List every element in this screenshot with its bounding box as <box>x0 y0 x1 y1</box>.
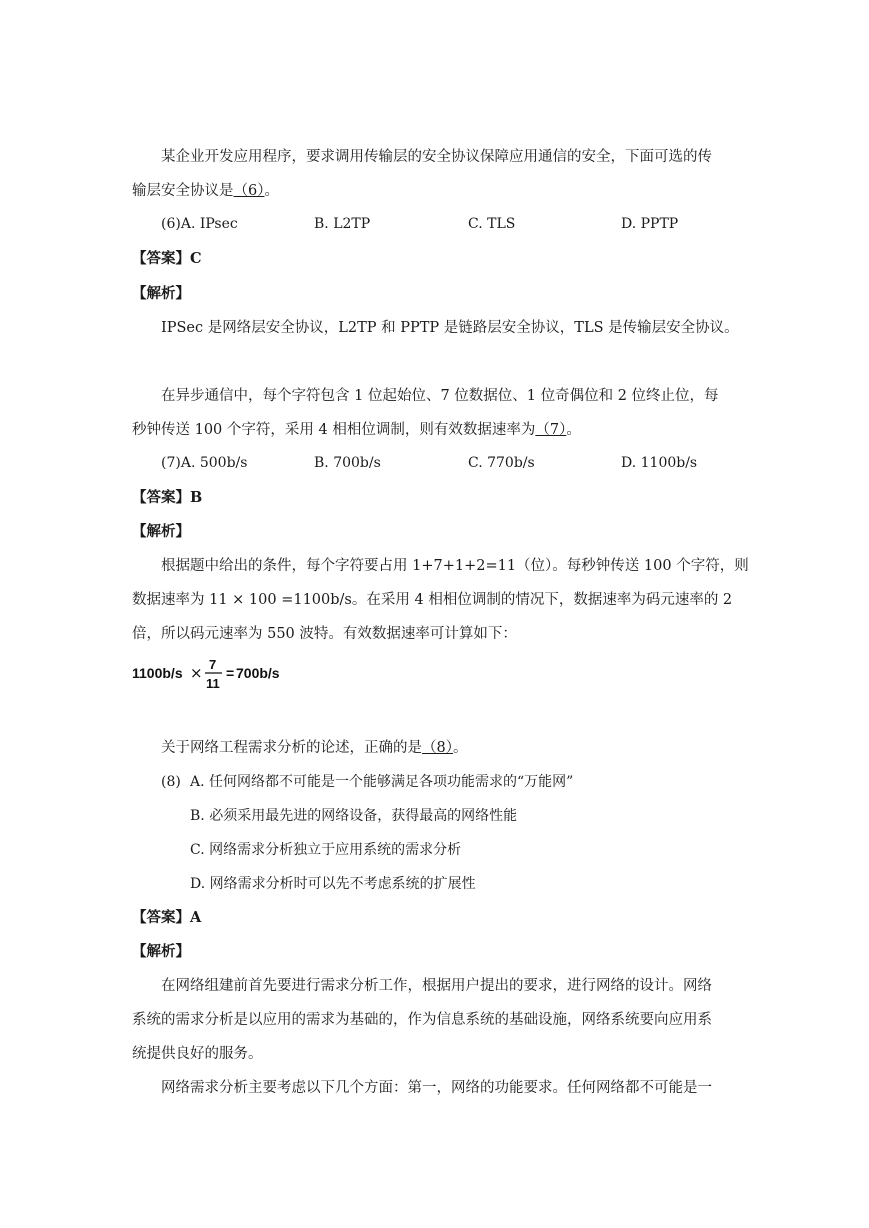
q7-options <box>161 453 741 473</box>
q8-option-b: B. 必须采用最先进的网络设备，获得最高的网络性能 <box>190 808 518 824</box>
q8-option-prefix: (8) <box>161 774 181 790</box>
q6-stem-end: 。 <box>264 183 279 199</box>
q7-stem-text: 秒钟传送 100 个字符，采用 4 相相位调制，则有效数据速率为 <box>132 422 536 438</box>
q8-stem <box>161 738 771 758</box>
rate-formula <box>132 656 302 692</box>
q8-blank: （8） <box>422 740 453 756</box>
q7-option-d: D. 1100b/s <box>621 455 698 471</box>
q6-options <box>161 214 741 234</box>
q8-stem-text: 关于网络工程需求分析的论述，正确的是 <box>161 740 422 756</box>
q7-option-c: C. 770b/s <box>468 455 535 471</box>
q7-analysis-label: 【解析】 <box>132 523 190 540</box>
q6-analysis: IPSec 是网络层安全协议，L2TP 和 PPTP 是链路层安全协议，TLS 是传输层安全协议。 <box>161 320 739 336</box>
q7-option-b: B. 700b/s <box>314 455 381 471</box>
q7-answer-label: 【答案】 <box>132 489 190 506</box>
q8-answer <box>132 908 742 928</box>
formula-left: 1100b/s <box>132 665 183 681</box>
q6-answer-label: 【答案】 <box>132 250 190 267</box>
q7-blank: （7） <box>535 422 567 438</box>
q7-stem-line2 <box>132 420 742 440</box>
formula-result: 700b/s <box>236 665 280 681</box>
q6-stem-text: 输层安全协议是 <box>132 183 234 199</box>
q7-analysis-line2: 数据速率为 11 × 100 =1100b/s。在采用 4 相相位调制的情况下，数据速率为码元速率的 2 <box>132 592 733 608</box>
q8-analysis-p1-line2: 系统的需求分析是以应用的需求为基础的，作为信息系统的基础设施，网络系统要向应用系 <box>132 1012 712 1028</box>
q7-stem-line1: 在异步通信中，每个字符包含 1 位起始位、7 位数据位、1 位奇偶位和 2 位终止位，每 <box>161 388 719 404</box>
q7-option-a: (7)A. 500b/s <box>161 455 248 471</box>
q6-blank: （6） <box>233 183 265 199</box>
q7-answer-value: B <box>190 489 203 506</box>
q6-option-a: (6)A. IPsec <box>161 216 238 232</box>
q7-analysis-line1: 根据题中给出的条件，每个字符要占用 1+7+1+2=11（位）。每秒钟传送 100 个字符，则 <box>161 558 749 574</box>
q6-stem-line2 <box>132 181 742 201</box>
q8-option-a: A. 任何网络都不可能是一个能够满足各项功能需求的“万能网” <box>190 774 574 790</box>
q7-stem-end: 。 <box>566 422 581 438</box>
q6-answer <box>132 249 742 269</box>
formula-equals: = <box>226 665 235 681</box>
q6-option-d: D. PPTP <box>621 216 679 232</box>
formula-denominator: 11 <box>206 676 220 691</box>
q6-option-c: C. TLS <box>468 216 516 232</box>
q7-analysis-line3: 倍，所以码元速率为 550 波特。有效数据速率可计算如下： <box>132 626 517 642</box>
q8-option-a-row <box>161 772 771 792</box>
q6-answer-value: C <box>190 250 202 267</box>
q8-analysis-p2-line1: 网络需求分析主要考虑以下几个方面：第一，网络的功能要求。任何网络都不可能是一 <box>161 1080 712 1096</box>
q6-stem-line1: 某企业开发应用程序，要求调用传输层的安全协议保障应用通信的安全，下面可选的传 <box>161 149 712 165</box>
q7-answer <box>132 488 742 508</box>
q8-option-d: D. 网络需求分析时可以先不考虑系统的扩展性 <box>190 876 476 892</box>
q8-stem-end: 。 <box>452 740 468 756</box>
q8-answer-value: A <box>190 909 202 926</box>
formula-numerator: 7 <box>209 657 217 672</box>
q6-option-b: B. L2TP <box>314 216 371 232</box>
formula-times: × <box>190 664 203 682</box>
q8-analysis-p1-line1: 在网络组建前首先要进行需求分析工作，根据用户提出的要求，进行网络的设计。网络 <box>161 978 712 994</box>
q8-answer-label: 【答案】 <box>132 909 190 926</box>
q6-analysis-label: 【解析】 <box>132 285 190 302</box>
q8-option-c: C. 网络需求分析独立于应用系统的需求分析 <box>190 842 462 858</box>
q8-analysis-p1-line3: 统提供良好的服务。 <box>132 1046 263 1062</box>
q8-analysis-label: 【解析】 <box>132 943 190 960</box>
